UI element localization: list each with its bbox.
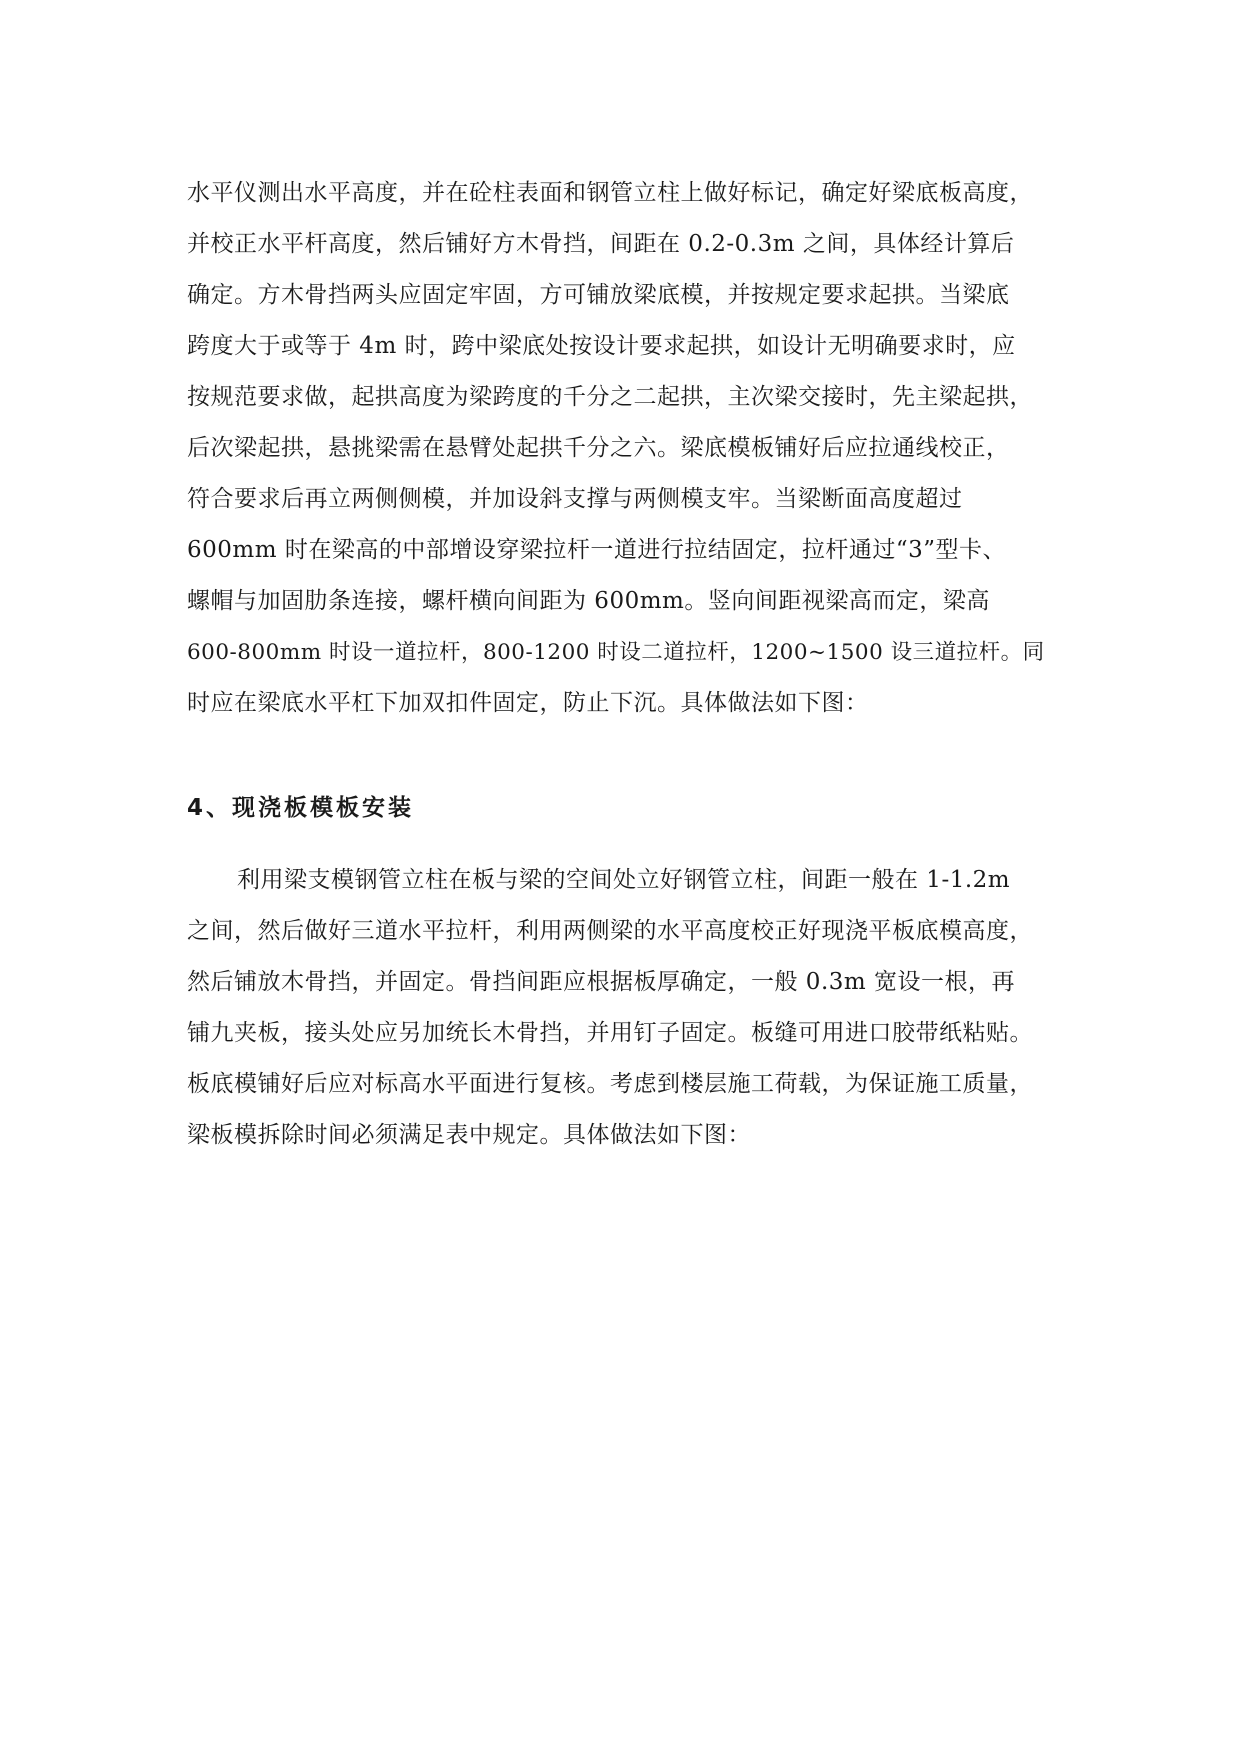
text-line: 按规范要求做，起拱高度为梁跨度的千分之二起拱，主次梁交接时，先主梁起拱， (187, 384, 1033, 410)
text-line: 600-800mm 时设一道拉杆，800-1200 时设二道拉杆，1200~1500 设三道拉杆。同 (187, 640, 1045, 665)
text-line: 符合要求后再立两侧侧模，并加设斜支撑与两侧模支牢。当梁断面高度超过 (187, 486, 963, 512)
paragraph-slab-formwork (187, 855, 1053, 1161)
text-line: 时应在梁底水平杠下加双扣件固定，防止下沉。具体做法如下图： (187, 690, 869, 716)
text-line: 螺帽与加固肋条连接，螺杆横向间距为 600mm。竖向间距视梁高而定，梁高 (187, 588, 990, 614)
text-line: 并校正水平杆高度，然后铺好方木骨挡，间距在 0.2-0.3m 之间，具体经计算后 (187, 231, 1015, 257)
text-line: 之间，然后做好三道水平拉杆，利用两侧梁的水平高度校正好现浇平板底模高度， (187, 918, 1033, 944)
text-line: 后次梁起拱，悬挑梁需在悬臂处起拱千分之六。梁底模板铺好后应拉通线校正， (187, 435, 1010, 461)
text-line: 板底模铺好后应对标高水平面进行复核。考虑到楼层施工荷载，为保证施工质量， (187, 1071, 1033, 1097)
text-line: 跨度大于或等于 4m 时，跨中梁底处按设计要求起拱，如设计无明确要求时，应 (187, 333, 1016, 359)
section-heading-text: 4、现浇板模板安装 (187, 795, 415, 821)
paragraph-beam-formwork (187, 168, 1053, 729)
text-line: 铺九夹板，接头处应另加统长木骨挡，并用钉子固定。板缝可用进口胶带纸粘贴。 (187, 1020, 1033, 1046)
text-line: 水平仪测出水平高度，并在砼柱表面和钢管立柱上做好标记，确定好梁底板高度， (187, 180, 1033, 206)
section-heading (187, 793, 1053, 823)
text-line: 然后铺放木骨挡，并固定。骨挡间距应根据板厚确定，一般 0.3m 宽设一根，再 (187, 969, 1016, 995)
text-line: 利用梁支模钢管立柱在板与梁的空间处立好钢管立柱，间距一般在 1-1.2m (237, 867, 1011, 893)
text-line: 确定。方木骨挡两头应固定牢固，方可铺放梁底模，并按规定要求起拱。当梁底 (187, 282, 1010, 308)
text-line: 600mm 时在梁高的中部增设穿梁拉杆一道进行拉结固定，拉杆通过“3”型卡、 (187, 537, 1006, 563)
text-line: 梁板模拆除时间必须满足表中规定。具体做法如下图： (187, 1122, 751, 1148)
